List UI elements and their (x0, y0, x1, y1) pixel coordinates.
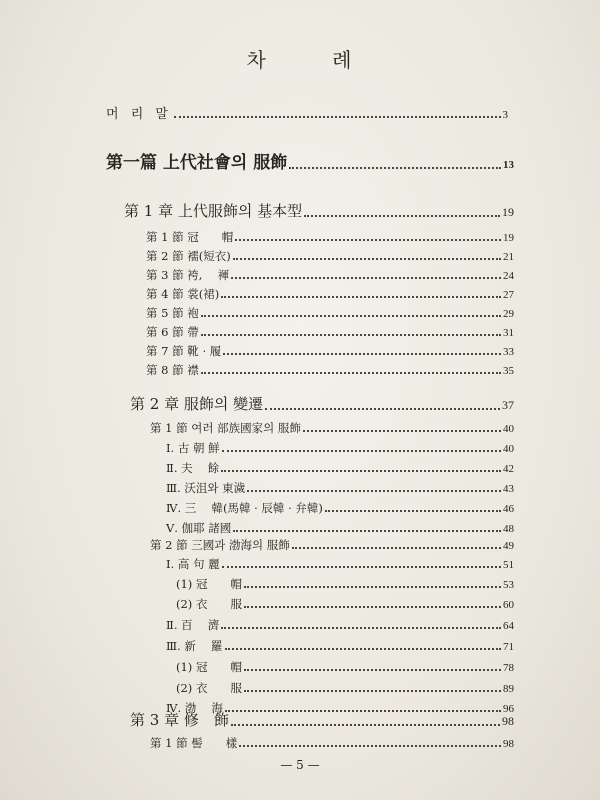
toc-leader-dots (304, 215, 500, 217)
toc-label: 第 5 節 袍 (146, 306, 199, 320)
toc-label: 第 8 節 襟 (146, 363, 199, 377)
toc-label: Ⅳ. 渤 海 (166, 701, 223, 715)
toc-leader-dots (201, 372, 501, 374)
toc-label: Ⅰ. 高 句 麗 (166, 557, 220, 571)
toc-entry-section[interactable] (150, 537, 514, 553)
toc-label: 第 1 節 冠 帽 (146, 230, 234, 244)
toc-entry-subsection[interactable] (166, 480, 514, 496)
toc-entry-section[interactable] (150, 735, 514, 751)
toc-leader-dots (231, 277, 501, 279)
toc-page: 21 (503, 251, 514, 263)
toc-leader-dots (222, 450, 501, 452)
toc-page: 19 (502, 205, 514, 219)
toc-page: 3 (502, 109, 512, 121)
toc-leader-dots (289, 167, 501, 169)
toc-page: 78 (503, 662, 514, 674)
toc-label: (2) 衣 服 (176, 681, 242, 695)
toc-label: Ⅱ. 百 濟 (166, 618, 220, 632)
toc-leader-dots (221, 627, 501, 629)
toc-page: 71 (503, 641, 514, 653)
toc-page: 43 (503, 483, 514, 495)
toc-entry-subsection[interactable] (166, 617, 514, 633)
toc-entry-item[interactable] (176, 576, 514, 592)
toc-label: Ⅴ. 伽耶 諸國 (166, 521, 232, 535)
toc-entry-item[interactable] (176, 680, 514, 696)
toc-entry-chapter-3[interactable] (130, 709, 514, 730)
toc-page: 98 (503, 738, 514, 750)
toc-label: (2) 衣 服 (176, 597, 242, 611)
toc-label: Ⅱ. 夫 餘 (166, 461, 220, 475)
toc-page: 29 (503, 308, 514, 320)
toc-entry-item[interactable] (176, 596, 514, 612)
page-number: — 5 — (280, 758, 320, 772)
toc-page: 40 (503, 423, 514, 435)
toc-entry-chapter-1[interactable] (124, 200, 514, 221)
toc-entry-subsection[interactable] (166, 638, 514, 654)
toc-page: 37 (502, 398, 514, 412)
toc-leader-dots (233, 258, 501, 260)
toc-leader-dots (265, 408, 500, 410)
toc-label: 第 2 章 服飾의 變遷 (130, 395, 264, 413)
toc-entry-subsection[interactable] (166, 556, 514, 572)
toc-label: Ⅲ. 沃沮와 東濊 (166, 481, 246, 495)
title-char-2: 례 (332, 48, 354, 72)
title-char-1: 차 (246, 48, 268, 72)
toc-entry-section[interactable] (146, 248, 514, 264)
toc-entry-section[interactable] (146, 362, 514, 378)
toc-entry-section[interactable] (146, 324, 514, 340)
toc-page: 60 (503, 599, 514, 611)
toc-leader-dots (292, 547, 501, 549)
toc-label: 第 3 節 袴, 褌 (146, 268, 230, 282)
toc-page: 33 (503, 346, 514, 358)
toc-entry-subsection[interactable] (166, 440, 514, 456)
toc-entry-part-1[interactable] (106, 148, 514, 173)
toc-label: Ⅲ. 新 羅 (166, 639, 223, 653)
toc-page: 24 (503, 270, 514, 282)
toc-entry-section[interactable] (146, 343, 514, 359)
toc-leader-dots (244, 690, 501, 692)
toc-label: (1) 冠 帽 (176, 577, 242, 591)
toc-page: 19 (503, 232, 514, 244)
toc-label: 머 리 말 (106, 107, 172, 122)
toc-leader-dots (221, 296, 501, 298)
toc-label: 第 7 節 靴 · 履 (146, 344, 222, 358)
toc-page: 27 (503, 289, 514, 301)
toc-leader-dots (233, 530, 501, 532)
toc-entry-subsection[interactable] (166, 500, 514, 516)
toc-page: 64 (503, 620, 514, 632)
toc-label: 第 2 節 襦(短衣) (146, 249, 231, 263)
toc-leader-dots (221, 470, 501, 472)
toc-entry-preface[interactable] (106, 103, 512, 122)
toc-entry-section[interactable] (150, 420, 514, 436)
toc-leader-dots (201, 315, 501, 317)
toc-leader-dots (174, 116, 501, 118)
toc-label: Ⅳ. 三 韓(馬韓 · 辰韓 · 弁韓) (166, 501, 323, 515)
toc-leader-dots (247, 490, 501, 492)
toc-label: 第 1 節 여러 部族國家의 服飾 (150, 421, 301, 435)
toc-leader-dots (244, 606, 501, 608)
toc-leader-dots (225, 648, 501, 650)
page-title (0, 44, 600, 73)
toc-page: 98 (502, 714, 514, 728)
toc-entry-section[interactable] (146, 229, 514, 245)
toc-entry-section[interactable] (146, 286, 514, 302)
toc-entry-subsection[interactable] (166, 460, 514, 476)
toc-label: 第 2 節 三國과 渤海의 服飾 (150, 538, 290, 552)
toc-leader-dots (244, 669, 501, 671)
toc-page: 89 (503, 683, 514, 695)
toc-label: 第 1 節 髻 樣 (150, 736, 238, 750)
toc-page: 53 (503, 579, 514, 591)
toc-leader-dots (325, 510, 501, 512)
toc-entry-section[interactable] (146, 305, 514, 321)
toc-page: 51 (503, 559, 514, 571)
toc-entry-section[interactable] (146, 267, 514, 283)
toc-leader-dots (235, 239, 501, 241)
toc-leader-dots (222, 566, 501, 568)
toc-label: 第 4 節 裳(裙) (146, 287, 220, 301)
toc-label: 第 6 節 帶 (146, 325, 199, 339)
toc-label: 第 3 章 修 飾 (130, 711, 229, 729)
toc-entry-item[interactable] (176, 659, 514, 675)
toc-leader-dots (244, 586, 501, 588)
toc-page: 42 (503, 463, 514, 475)
toc-entry-subsection[interactable] (166, 520, 514, 536)
toc-entry-chapter-2[interactable] (130, 393, 514, 414)
toc-page: 31 (503, 327, 514, 339)
toc-leader-dots (223, 353, 501, 355)
toc-label: (1) 冠 帽 (176, 660, 242, 674)
toc-page: 13 (503, 159, 514, 171)
toc-label: 第一篇 上代社會의 服飾 (106, 153, 288, 173)
toc-page: 40 (503, 443, 514, 455)
toc-page: 35 (503, 365, 514, 377)
toc-page: 48 (503, 523, 514, 535)
toc-page: 96 (503, 703, 514, 715)
toc-leader-dots (239, 745, 501, 747)
toc-leader-dots (303, 430, 501, 432)
toc-leader-dots (201, 334, 501, 336)
toc-page: 49 (503, 540, 514, 552)
toc-label: 第 1 章 上代服飾의 基本型 (124, 202, 303, 220)
toc-page: 46 (503, 503, 514, 515)
toc-leader-dots (231, 724, 500, 726)
toc-label: Ⅰ. 古 朝 鮮 (166, 441, 220, 455)
